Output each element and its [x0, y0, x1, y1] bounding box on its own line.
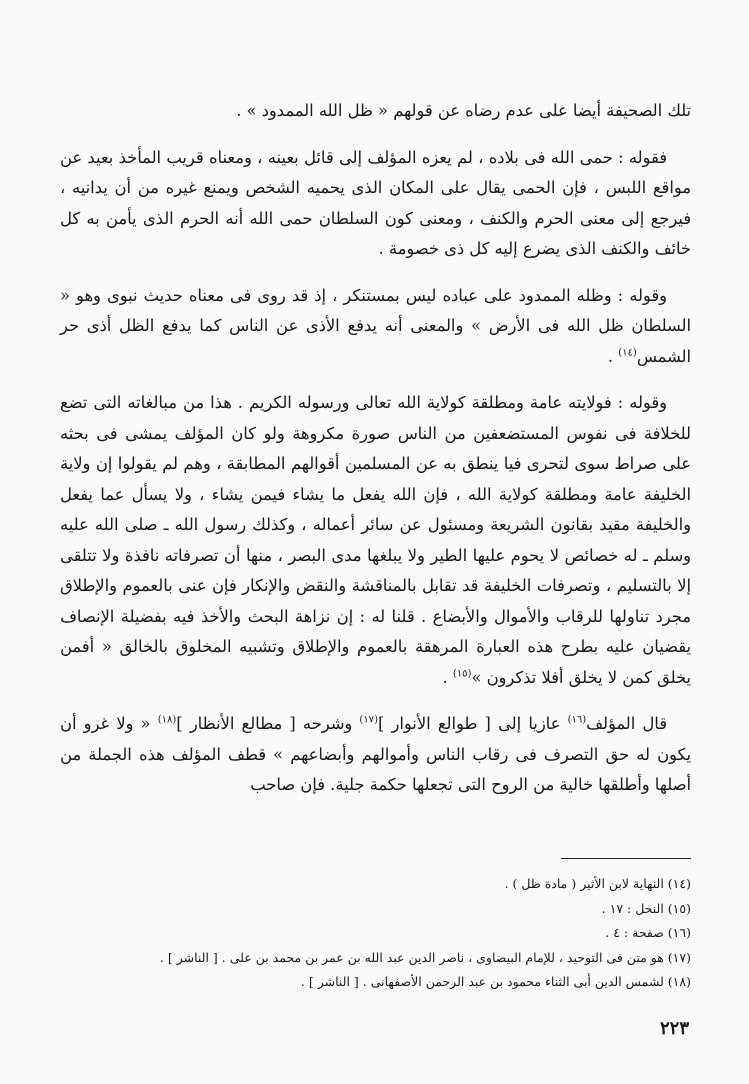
paragraph-3-text: وقوله : وظله الممدود على عباده ليس بمستنكر ، إذ قد روى فى معناه حديث نبوى وهو « السلطان ظل الله فى الأرض » والمعنى أنه يدفع الأذى عن الناس كما يدفع الظل أذى حر الشمس — [60, 285, 691, 366]
footnote-ref-16: (١٦) — [567, 714, 587, 726]
paragraph-4-text: وقوله : فولايته عامة ومطلقة كولاية الله تعالى ورسوله الكريم . هذا من مبالغاته التى تضع للخلافة فى نفوس المستضعفين من الناس صورة مكروهة ولو كان المؤلف يمشى فى بحثه على صراط سوى لتحرى فيا ينطق به عن المسلمين أقوالهم المطابقة ، وهم لم يقولوا إن ولاية الخليفة عامة ومطلقة كولاية الله ، فإن الله يفعل ما يشاء فيمن يشاء ، ولا يسأل عما يفعل والخليفة مقيد بقانون الشريعة ومسئول عن سائر أعماله ، وكذلك رسول الله ـ صلى الله عليه وسلم ـ له خصائص لا يحوم عليها الطير ولا يبلغها مدى البصر ، منها أن تصرفاته نافذة ولا تتلقى إلا بالتسليم ، وتصرفات الخليفة قد تقابل بالمناقشة والنقض والإنكار فإن عنى بالعموم والإطلاق مجرد تناولها للرقاب والأموال والأبضاع . قلنا له : إن نزاهة البحث والأخذ فيه بفضيلة الإنصاف يقضيان عليه بطرح هذه العبارة المرهقة بالعموم والإطلاق وتشبيه المخلوق بالخالق « أفمن يخلق كمن لا يخلق أفلا تذكرون » — [60, 393, 691, 687]
footnote-18: (١٨) لشمس الدين أبى الثناء محمود بن عبد الرحمن الأصفهانى . [ الناشر ] . — [300, 974, 691, 989]
paragraph-5 — [60, 709, 691, 801]
paragraph-5-text-a: قال المؤلف — [586, 714, 668, 733]
footnote-ref-15: (١٥) — [452, 668, 472, 680]
page-number: ٢٢٣ — [659, 1018, 689, 1039]
footnote-ref-18: (١٨) — [157, 714, 177, 726]
paragraph-3-tail: . — [607, 346, 619, 366]
paragraph-2-text: فقوله : حمى الله فى بلاده ، لم يعزه المؤلف إلى قائل بعينه ، ومعناه قريب المأخذ بعيد عن مواقع اللبس ، فإن الحمى يقال على المكان الذى يحميه الشخص ويمنع غيره من أن يدانيه ، فيرجع إلى معنى الحرم والكنف ، ومعنى كون السلطان حمى الله أنه الحرم الذى يأمن به كل خائف والكنف الذى يضرع إليه كل ذى خصومة . — [60, 147, 691, 258]
footnote-14: (١٤) النهاية لابن الأثير ( مادة ظل ) . — [504, 876, 691, 891]
paragraph-4-tail: . — [442, 667, 453, 687]
paragraph-3 — [60, 281, 691, 373]
paragraph-5-text-b: عازيا إلى [ طوالع الأنوار ] — [377, 714, 568, 733]
paragraph-1 — [60, 96, 691, 127]
footnote-17: (١٧) هو متن فى التوحيد ، للإمام البيضاوى ، ناصر الدين عبد الله بن عمر بن محمد بن على . [ الناشر ] . — [159, 949, 691, 965]
footnote-ref-14: (١٤) — [618, 347, 637, 359]
main-text — [60, 96, 691, 817]
paragraph-2 — [60, 143, 691, 265]
footnote-15: (١٥) النحل : ١٧ . — [601, 900, 691, 916]
footnote-divider — [561, 858, 691, 859]
footnotes — [60, 872, 691, 995]
paragraph-1-text: تلك الصحيفة أيضا على عدم رضاه عن قولهم « ظل الله الممدود » . — [236, 101, 691, 120]
paragraph-4 — [60, 388, 691, 693]
footnote-ref-17: (١٧) — [359, 714, 378, 726]
paragraph-5-text-d: « ولا غرو أن يكون له حق التصرف فى رقاب الناس وأموالهم وأبضاعهم » قطف المؤلف هذه الجملة من أصلها وأطلقها خالية من الروح التى تجعلها حكمة جلية. فإن صاحب — [60, 714, 691, 794]
footnote-16: (١٦) صفحة : ٤ . — [605, 925, 691, 940]
paragraph-5-text-c: وشرحه [ مطالع الأنظار ] — [176, 714, 360, 733]
